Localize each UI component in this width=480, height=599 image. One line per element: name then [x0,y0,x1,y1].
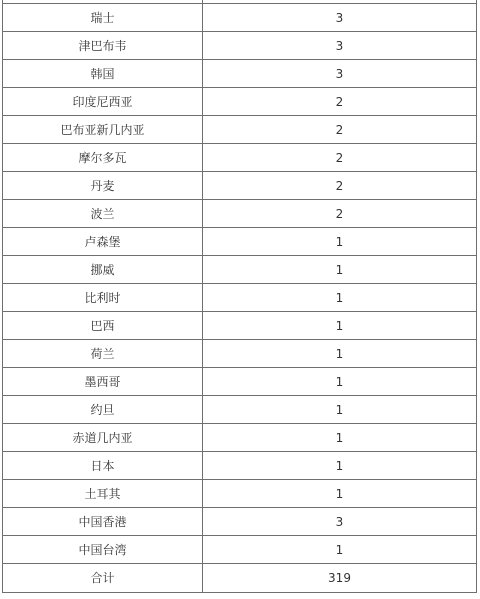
region-cell: 赤道几内亚 [3,424,203,452]
table-row [3,4,477,32]
count-cell: 1 [203,396,477,424]
table-row [3,32,477,60]
region-cell: 波兰 [3,200,203,228]
table-row [3,368,477,396]
table-row [3,172,477,200]
table-row [3,284,477,312]
case-count-table [2,0,477,593]
table-row [3,312,477,340]
table-row [3,480,477,508]
table-row [3,116,477,144]
table-row [3,508,477,536]
count-cell: 1 [203,368,477,396]
table-row [3,88,477,116]
count-cell: 1 [203,452,477,480]
table-row [3,340,477,368]
table-row [3,144,477,172]
table-row [3,60,477,88]
table-row [3,396,477,424]
region-cell: 墨西哥 [3,368,203,396]
region-cell: 挪威 [3,256,203,284]
region-cell: 卢森堡 [3,228,203,256]
region-cell: 中国台湾 [3,536,203,564]
count-cell: 2 [203,172,477,200]
region-cell: 丹麦 [3,172,203,200]
total-row [3,564,477,593]
count-cell: 1 [203,256,477,284]
table-row [3,452,477,480]
count-cell: 1 [203,284,477,312]
region-cell: 中国香港 [3,508,203,536]
count-cell: 2 [203,88,477,116]
table-row [3,424,477,452]
table-row [3,200,477,228]
count-cell: 1 [203,312,477,340]
region-cell: 瑞士 [3,4,203,32]
count-cell: 3 [203,508,477,536]
region-cell: 比利时 [3,284,203,312]
region-cell: 津巴布韦 [3,32,203,60]
region-cell: 巴布亚新几内亚 [3,116,203,144]
table-row [3,228,477,256]
region-cell: 印度尼西亚 [3,88,203,116]
case-count-table-container [2,0,476,593]
total-count-cell: 319 [203,564,477,593]
count-cell: 1 [203,228,477,256]
count-cell: 3 [203,32,477,60]
region-cell: 巴西 [3,312,203,340]
table-row [3,256,477,284]
count-cell: 3 [203,60,477,88]
region-cell: 土耳其 [3,480,203,508]
table-row [3,536,477,564]
count-cell: 2 [203,200,477,228]
count-cell: 2 [203,116,477,144]
count-cell: 3 [203,4,477,32]
count-cell: 2 [203,144,477,172]
region-cell: 日本 [3,452,203,480]
count-cell: 1 [203,536,477,564]
count-cell: 1 [203,340,477,368]
total-label-cell: 合计 [3,564,203,593]
count-cell: 1 [203,424,477,452]
region-cell: 摩尔多瓦 [3,144,203,172]
region-cell: 韩国 [3,60,203,88]
region-cell: 约旦 [3,396,203,424]
count-cell: 1 [203,480,477,508]
region-cell: 荷兰 [3,340,203,368]
